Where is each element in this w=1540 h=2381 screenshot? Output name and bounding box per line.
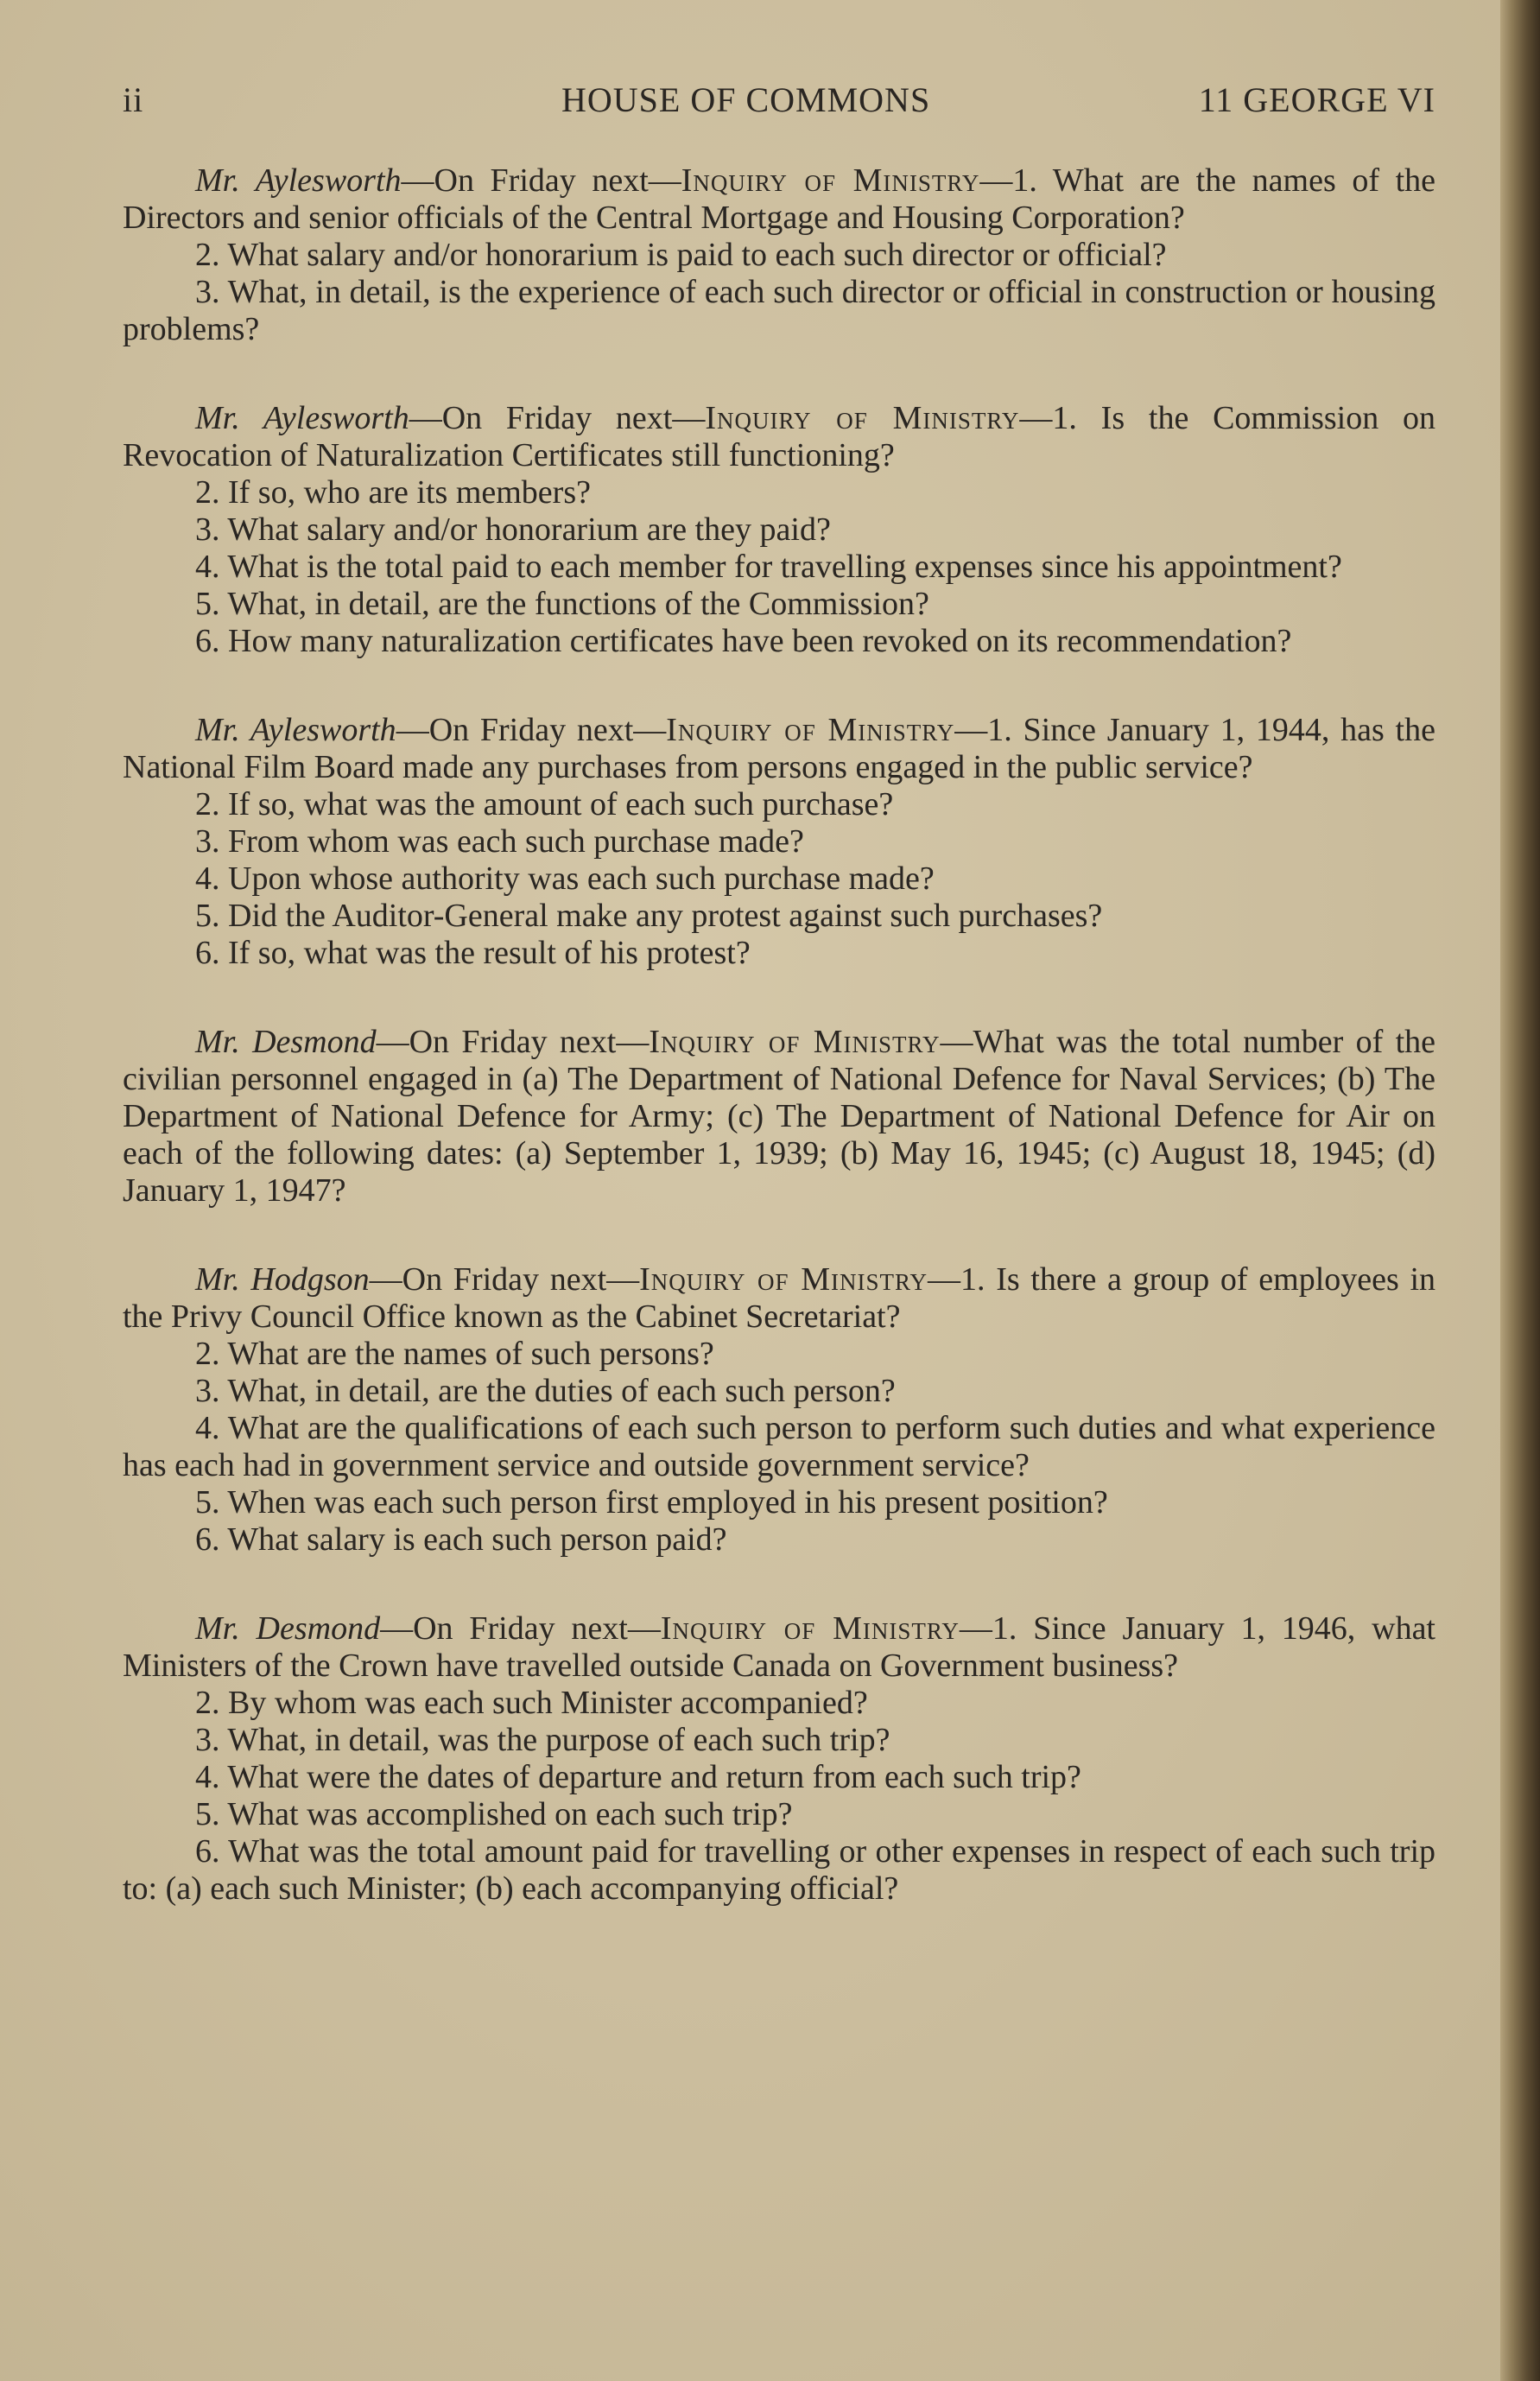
question-item: 3. What, in detail, are the duties of each such person?	[195, 1373, 896, 1409]
notice-text: —On Friday next—	[380, 1610, 661, 1647]
question-text: 1. Since January 1, 1946, what Ministers of the Crown have travelled outside Canada on Government business?	[123, 1610, 1435, 1684]
question-item: 6. What salary is each such person paid?	[195, 1521, 727, 1558]
heading-dash: —	[959, 1610, 992, 1647]
question-item: 4. What were the dates of departure and return from each such trip?	[195, 1759, 1081, 1795]
member-name: Mr. Hodgson	[195, 1261, 370, 1298]
question-item: 2. If so, what was the amount of each such purchase?	[195, 786, 894, 822]
heading-dash: —	[954, 712, 988, 748]
question-item: 6. How many naturalization certificates have been revoked on its recommendation?	[195, 623, 1292, 659]
heading-dash: —	[979, 162, 1013, 199]
heading-dash: —	[928, 1261, 961, 1298]
question-item: 3. From whom was each such purchase made?	[195, 823, 804, 860]
question-item: 3. What salary and/or honorarium are they paid?	[195, 511, 831, 548]
question-text: 1. Since January 1, 1944, has the National Film Board made any purchases from persons engaged in the public service?	[123, 712, 1435, 785]
member-name: Mr. Aylesworth	[195, 400, 409, 436]
member-name: Mr. Aylesworth	[195, 712, 396, 748]
question-block-6	[123, 1610, 1435, 1908]
question-item: 6. What was the total amount paid for travelling or other expenses in respect of each such trip to: (a) each such Minister; (b) each accompanying official?	[123, 1833, 1435, 1907]
question-item: 5. What was accomplished on each such trip?	[195, 1796, 793, 1832]
member-name: Mr. Desmond	[195, 1024, 377, 1060]
inquiry-heading: Inquiry of Ministry	[649, 1024, 941, 1060]
question-text: 1. Is there a group of employees in the Privy Council Office known as the Cabinet Secretariat?	[123, 1261, 1436, 1335]
heading-dash: —	[1019, 400, 1053, 436]
notice-text: —On Friday next—	[396, 712, 667, 748]
question-item: 2. What are the names of such persons?	[195, 1336, 714, 1372]
question-block-3	[123, 712, 1435, 972]
question-lead	[123, 162, 1435, 237]
member-name: Mr. Aylesworth	[195, 162, 402, 199]
question-item: 2. By whom was each such Minister accompanied?	[195, 1685, 868, 1721]
question-lead	[123, 1261, 1435, 1336]
member-name: Mr. Desmond	[195, 1610, 381, 1647]
notice-text: —On Friday next—	[369, 1261, 640, 1298]
question-lead	[123, 400, 1435, 474]
question-text: 1. Is the Commission on Revocation of Naturalization Certificates still functioning?	[123, 400, 1436, 473]
question-item: 5. Did the Auditor-General make any protest against such purchases?	[195, 898, 1103, 934]
header-regnal-year: 11 GEORGE VI	[1198, 80, 1435, 119]
notice-text: —On Friday next—	[409, 400, 706, 436]
page-binding-edge	[1500, 0, 1540, 2381]
question-item: 3. What, in detail, is the experience of each such director or official in construction or housing problems?	[123, 274, 1435, 347]
question-item: 2. If so, who are its members?	[195, 474, 591, 511]
question-block-5	[123, 1261, 1435, 1559]
notice-text: —On Friday next—	[401, 162, 681, 199]
question-block-4	[123, 1024, 1435, 1210]
heading-dash: —	[940, 1024, 973, 1060]
questions-list	[123, 162, 1435, 1959]
question-lead	[123, 712, 1435, 786]
inquiry-heading: Inquiry of Ministry	[705, 400, 1020, 436]
question-block-2	[123, 400, 1435, 660]
question-item: 4. What is the total paid to each member for travelling expenses since his appointment?	[195, 549, 1342, 585]
page-number: ii	[123, 80, 144, 119]
inquiry-heading: Inquiry of Ministry	[660, 1610, 960, 1647]
inquiry-heading: Inquiry of Ministry	[681, 162, 980, 199]
question-text: 1. What are the names of the Directors and senior officials of the Central Mortgage and Housing Corporation?	[123, 162, 1435, 236]
question-item: 6. If so, what was the result of his protest?	[195, 935, 751, 971]
question-item: 4. Upon whose authority was each such purchase made?	[195, 860, 935, 897]
question-item: 3. What, in detail, was the purpose of each such trip?	[195, 1722, 890, 1758]
inquiry-heading: Inquiry of Ministry	[666, 712, 955, 748]
question-item: 4. What are the qualifications of each such person to perform such duties and what experience has each had in government service and outside government service?	[123, 1410, 1435, 1483]
question-lead	[123, 1024, 1435, 1210]
question-item: 5. When was each such person first employed in his present position?	[195, 1484, 1108, 1521]
question-text: What was the total number of the civilian personnel engaged in (a) The Department of National Defence for Naval Services; (b) The Department of National Defence for Army; (c) The Department of National Defence for Air on each of the following dates: (a) September 1, 1939; (b) May 16, 1945; (c) August 18, 1945; (d) January 1, 1947?	[123, 1024, 1436, 1209]
question-item: 5. What, in detail, are the functions of the Commission?	[195, 586, 929, 622]
notice-text: —On Friday next—	[376, 1024, 650, 1060]
header-title: HOUSE OF COMMONS	[561, 80, 931, 119]
question-block-1	[123, 162, 1435, 348]
question-lead	[123, 1610, 1435, 1685]
question-item: 2. What salary and/or honorarium is paid to each such director or official?	[195, 237, 1167, 273]
inquiry-heading: Inquiry of Ministry	[639, 1261, 928, 1298]
running-header	[123, 79, 1435, 123]
